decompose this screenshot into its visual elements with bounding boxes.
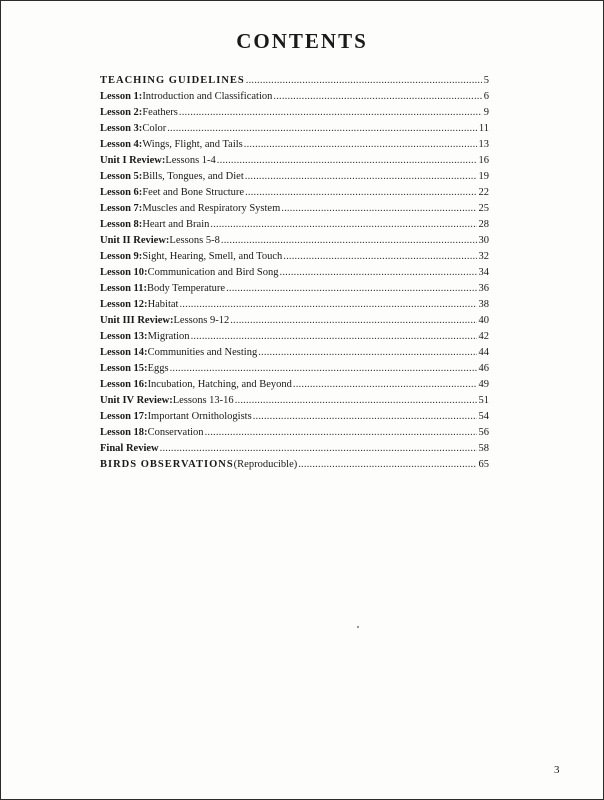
toc-entry-heading: Lesson 9: xyxy=(100,251,143,262)
toc-entry-text: Conservation xyxy=(147,427,204,438)
dot-leader xyxy=(167,121,477,137)
toc-entry-page: 44 xyxy=(478,347,489,358)
toc-entry-page: 58 xyxy=(478,443,489,454)
toc-entry-heading: Unit I Review: xyxy=(100,155,166,166)
toc-entry xyxy=(100,265,489,281)
toc-entry-heading: Lesson 5: xyxy=(100,171,143,182)
toc-entry xyxy=(100,361,489,377)
toc-entry-text: Wings, Flight, and Tails xyxy=(142,139,243,150)
toc-entry xyxy=(100,105,489,121)
toc-entry-page: 42 xyxy=(478,331,489,342)
dot-leader xyxy=(191,329,477,345)
table-of-contents xyxy=(100,73,489,473)
dot-leader xyxy=(273,89,481,105)
toc-entry-text: Feet and Bone Structure xyxy=(142,187,245,198)
toc-entry xyxy=(100,89,489,105)
dot-leader xyxy=(160,441,477,457)
dot-leader xyxy=(179,105,482,121)
dot-leader xyxy=(221,233,477,249)
toc-entry xyxy=(100,73,489,89)
toc-entry-heading: Lesson 8: xyxy=(100,219,143,230)
dot-leader xyxy=(244,137,477,153)
toc-entry-heading: Lesson 4: xyxy=(100,139,143,150)
toc-entry-page: 34 xyxy=(478,267,489,278)
toc-entry xyxy=(100,425,489,441)
toc-entry-page: 54 xyxy=(478,411,489,422)
toc-entry xyxy=(100,201,489,217)
toc-entry-heading: Lesson 10: xyxy=(100,267,148,278)
toc-entry-heading: Unit II Review: xyxy=(100,235,170,246)
toc-entry-page: 13 xyxy=(478,139,489,150)
toc-entry-heading: Lesson 12: xyxy=(100,299,148,310)
dot-leader xyxy=(293,377,477,393)
dot-leader xyxy=(230,313,476,329)
toc-entry xyxy=(100,345,489,361)
toc-entry-text: Color xyxy=(142,123,167,134)
toc-entry-heading: Lesson 18: xyxy=(100,427,148,438)
toc-entry-text: (Reproducible) xyxy=(233,459,298,470)
toc-entry-heading: Lesson 17: xyxy=(100,411,148,422)
dot-leader xyxy=(253,409,477,425)
toc-entry-text: Lessons 13-16 xyxy=(172,395,234,406)
dot-leader xyxy=(245,169,477,185)
dot-leader xyxy=(298,457,476,473)
toc-entry-page: 11 xyxy=(478,123,489,134)
toc-entry xyxy=(100,169,489,185)
dot-leader xyxy=(283,249,476,265)
toc-entry-page: 5 xyxy=(483,75,489,86)
toc-entry-page: 56 xyxy=(478,427,489,438)
toc-entry-text: Migration xyxy=(147,331,190,342)
toc-entry-heading: Lesson 16: xyxy=(100,379,148,390)
toc-entry-text: Lessons 5-8 xyxy=(169,235,220,246)
toc-entry-page: 32 xyxy=(478,251,489,262)
toc-entry xyxy=(100,329,489,345)
toc-entry-heading: Lesson 11: xyxy=(100,283,147,294)
toc-entry-page: 30 xyxy=(478,235,489,246)
toc-entry xyxy=(100,153,489,169)
toc-entry xyxy=(100,249,489,265)
toc-entry xyxy=(100,409,489,425)
toc-entry-page: 19 xyxy=(478,171,489,182)
toc-entry-page: 6 xyxy=(483,91,489,102)
toc-entry-heading: Lesson 13: xyxy=(100,331,148,342)
toc-entry-page: 38 xyxy=(478,299,489,310)
toc-entry-text: Incubation, Hatching, and Beyond xyxy=(147,379,292,390)
page-title: CONTENTS xyxy=(236,29,368,53)
toc-entry xyxy=(100,233,489,249)
toc-entry-text: Important Ornithologists xyxy=(147,411,252,422)
toc-entry-heading: BIRDS OBSERVATIONS xyxy=(100,459,234,470)
toc-entry-text: Eggs xyxy=(147,363,169,374)
toc-entry-page: 22 xyxy=(478,187,489,198)
toc-entry-text: Bills, Tongues, and Diet xyxy=(142,171,244,182)
dot-leader xyxy=(179,297,476,313)
toc-entry-heading: Lesson 15: xyxy=(100,363,148,374)
dot-leader xyxy=(246,73,482,89)
toc-entry xyxy=(100,313,489,329)
toc-entry-heading: Unit III Review: xyxy=(100,315,174,326)
dot-leader xyxy=(245,185,476,201)
toc-entry-page: 36 xyxy=(478,283,489,294)
toc-entry-page: 49 xyxy=(478,379,489,390)
dot-leader xyxy=(205,425,477,441)
toc-entry-text: Communication and Bird Song xyxy=(147,267,279,278)
dot-leader xyxy=(258,345,476,361)
toc-entry-page: 16 xyxy=(478,155,489,166)
toc-entry-text: Communities and Nesting xyxy=(147,347,258,358)
toc-entry xyxy=(100,217,489,233)
toc-entry-heading: Lesson 6: xyxy=(100,187,143,198)
toc-entry xyxy=(100,393,489,409)
toc-entry-text: Habitat xyxy=(147,299,179,310)
toc-entry-text: Heart and Brain xyxy=(142,219,210,230)
dot-leader xyxy=(217,153,477,169)
dot-leader xyxy=(235,393,477,409)
toc-entry xyxy=(100,121,489,137)
toc-entry-heading: Lesson 2: xyxy=(100,107,143,118)
toc-entry xyxy=(100,137,489,153)
toc-entry xyxy=(100,281,489,297)
toc-entry-page: 46 xyxy=(478,363,489,374)
dot-leader xyxy=(226,281,476,297)
dot-leader xyxy=(281,201,476,217)
dot-leader xyxy=(170,361,477,377)
toc-entry xyxy=(100,457,489,473)
toc-entry-text: Muscles and Respiratory System xyxy=(142,203,281,214)
toc-entry-heading: Final Review xyxy=(100,443,159,454)
toc-entry-text: Sight, Hearing, Smell, and Touch xyxy=(142,251,283,262)
toc-entry-heading: Lesson 7: xyxy=(100,203,143,214)
toc-entry xyxy=(100,297,489,313)
toc-entry xyxy=(100,185,489,201)
toc-entry-page: 40 xyxy=(478,315,489,326)
stray-mark xyxy=(357,626,359,628)
page-number: 3 xyxy=(554,764,560,776)
toc-entry-text: Body Temperature xyxy=(146,283,226,294)
toc-entry-text: Introduction and Classification xyxy=(142,91,273,102)
toc-entry-heading: Lesson 3: xyxy=(100,123,143,134)
toc-entry-heading: Lesson 1: xyxy=(100,91,143,102)
toc-entry-page: 28 xyxy=(478,219,489,230)
toc-entry-page: 9 xyxy=(483,107,489,118)
toc-entry-heading: TEACHING GUIDELINES xyxy=(100,75,245,86)
toc-entry-page: 51 xyxy=(478,395,489,406)
dot-leader xyxy=(280,265,477,281)
toc-entry-page: 25 xyxy=(478,203,489,214)
toc-entry-page: 65 xyxy=(478,459,489,470)
toc-entry xyxy=(100,377,489,393)
toc-entry-heading: Unit IV Review: xyxy=(100,395,173,406)
toc-entry xyxy=(100,441,489,457)
dot-leader xyxy=(210,217,476,233)
toc-entry-text: Lessons 9-12 xyxy=(173,315,230,326)
toc-entry-heading: Lesson 14: xyxy=(100,347,148,358)
toc-entry-text: Feathers xyxy=(142,107,178,118)
toc-entry-text: Lessons 1-4 xyxy=(165,155,216,166)
